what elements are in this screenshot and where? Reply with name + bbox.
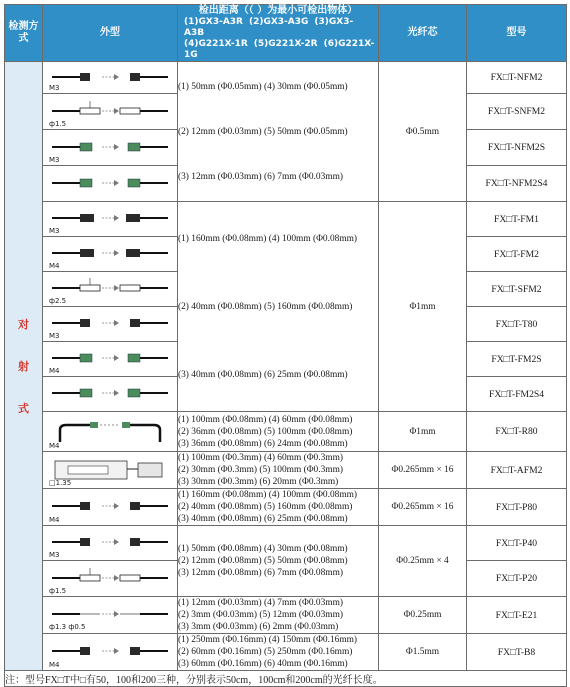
shape-dimension-label: ф2.5 [49,297,67,305]
fiber-sensor-drawing [50,207,170,231]
shape-cell [43,307,178,342]
distance-line: (1) 100mm (Φ0.3mm) (4) 60mm (Φ0.3mm) [178,453,343,463]
shape-dimension-label: M4 [49,515,60,524]
distance-line: (1) 160mm (Φ0.08mm) (4) 100mm (Φ0.08mm) [178,233,358,244]
fiber-sensor-drawing [50,382,170,406]
distance-line: (1) 250mm (Φ0.16mm) (4) 150mm (Φ0.16mm) [178,635,358,645]
model-cell: FX□T-T80 [467,307,567,342]
shape-cell [43,377,178,412]
model-cell: FX□T-AFM2 [467,452,567,489]
shape-dimension-label: M3 [49,227,60,235]
table-row [5,412,567,452]
shape-cell [43,489,178,526]
fiber-sensor-drawing [50,100,170,124]
shape-cell [43,94,178,130]
fiber-sensor-drawing [50,136,170,160]
header-row [5,5,567,62]
shape-dimension-label: M3 [49,156,60,164]
shape-cell [43,62,178,94]
model-cell: FX□T-E21 [467,597,567,634]
model-cell: FX□T-FM2S4 [467,377,567,412]
distance-cell [178,526,379,597]
fiber-sensor-drawing [50,66,170,90]
spec-table [4,4,567,687]
distance-cell [178,452,379,489]
shape-cell [43,526,178,561]
distance-line: (2) 40mm (Φ0.08mm) (5) 160mm (Φ0.08mm) [178,502,353,512]
shape-dimension-label: ф1.5 [49,120,67,128]
model-cell: FX□T-B8 [467,634,567,671]
table-row [5,634,567,671]
category-char: 对 [18,318,29,331]
fiber-sensor-drawing [50,242,170,266]
header-distance-sub-item: (1)GX3-A3R [184,17,243,27]
model-cell: FX□T-P40 [467,526,567,561]
fiber-sensor-drawing [50,172,170,196]
distance-line: (3) 40mm (Φ0.08mm) (6) 25mm (Φ0.08mm) [178,514,348,524]
model-cell: FX□T-FM1 [467,202,567,237]
distance-cell [178,489,379,526]
header-distance-sub-line [184,39,378,61]
distance-line: (2) 30mm (Φ0.3mm) (5) 100mm (Φ0.3mm) [178,465,343,475]
header-distance-sub [178,17,378,61]
header-distance-sub-line [184,17,378,39]
fiber-sensor-drawing [50,420,170,444]
distance-line: (1) 50mm (Φ0.08mm) (4) 30mm (Φ0.08mm) [178,544,348,554]
footnote: 注：型号FX□T中□有50，100和200三种，分别表示50cm，100cm和200cm的光纤长度。 [5,671,567,687]
distance-cell [178,202,379,412]
model-cell: FX□T-NFM2 [467,62,567,94]
table-row [5,202,567,237]
shape-cell [43,202,178,237]
shape-dimension-label: M3 [49,84,60,92]
model-cell: FX□T-R80 [467,412,567,452]
model-cell: FX□T-NFM2S4 [467,166,567,202]
distance-line: (2) 60mm (Φ0.16mm) (5) 250mm (Φ0.16mm) [178,647,353,657]
core-cell: Φ0.265mm × 16 [379,452,467,489]
shape-cell [43,412,178,452]
model-cell: FX□T-FM2S [467,342,567,377]
table-row [5,526,567,561]
distance-line: (1) 12mm (Φ0.03mm) (4) 7mm (Φ0.03mm) [178,598,343,608]
distance-line: (3) 40mm (Φ0.08mm) (6) 25mm (Φ0.08mm) [178,369,348,380]
distance-line: (3) 3mm (Φ0.03mm) (6) 2mm (Φ0.03mm) [178,622,339,632]
header-model: 型号 [467,5,567,62]
distance-cell [178,634,379,671]
distance-line: (3) 12mm (Φ0.08mm) (6) 7mm (Φ0.08mm) [178,568,343,578]
model-cell: FX□T-P80 [467,489,567,526]
distance-line: (1) 100mm (Φ0.08mm) (4) 60mm (Φ0.08mm) [178,414,353,425]
distance-cell [178,62,379,202]
model-cell: FX□T-SNFM2 [467,94,567,130]
fiber-sensor-drawing [50,312,170,336]
category-cell [5,62,43,671]
distance-line: (1) 50mm (Φ0.05mm) (4) 30mm (Φ0.05mm) [178,81,348,92]
shape-dimension-label: M4 [49,442,60,450]
core-cell: Φ0.265mm × 16 [379,489,467,526]
header-distance-sub-item: (3)GX3-A3B [184,17,354,38]
distance-line: (2) 36mm (Φ0.08mm) (5) 100mm (Φ0.08mm) [178,426,353,437]
header-distance-sub-item: (6)G221X-1G [184,39,375,60]
shape-dimension-label: M3 [49,332,60,340]
fiber-sensor-drawing [50,640,170,664]
fiber-sensor-drawing [50,347,170,371]
shape-cell [43,237,178,272]
distance-line: (3) 60mm (Φ0.16mm) (6) 40mm (Φ0.16mm) [178,659,348,669]
shape-cell [43,342,178,377]
fiber-sensor-drawing [50,495,170,519]
table-row [5,489,567,526]
core-cell: Φ0.5mm [379,62,467,202]
distance-line: (3) 12mm (Φ0.03mm) (6) 7mm (Φ0.03mm) [178,171,343,182]
table-row [5,597,567,634]
distance-line: (2) 40mm (Φ0.08mm) (5) 160mm (Φ0.08mm) [178,301,353,312]
fiber-sensor-drawing [50,531,170,555]
distance-cell [178,597,379,634]
header-shape: 外型 [43,5,178,62]
header-distance-sub-item: (4)G221X-1R [184,39,248,49]
distance-cell [178,412,379,452]
header-method: 检测方式 [5,5,43,62]
table-row [5,62,567,94]
model-cell: FX□T-SFM2 [467,272,567,307]
header-core: 光纤芯 [379,5,467,62]
distance-line: (2) 3mm (Φ0.03mm) (5) 12mm (Φ0.03mm) [178,610,343,620]
model-cell: FX□T-NFM2S [467,130,567,166]
distance-line: (1) 160mm (Φ0.08mm) (4) 100mm (Φ0.08mm) [178,490,358,500]
core-cell: Φ1mm [379,412,467,452]
shape-dimension-label: M3 [49,551,60,559]
distance-line: (2) 12mm (Φ0.03mm) (5) 50mm (Φ0.05mm) [178,126,348,137]
shape-cell [43,634,178,671]
shape-cell [43,452,178,489]
core-cell: Φ0.25mm [379,597,467,634]
core-cell: Φ1mm [379,202,467,412]
shape-dimension-label: ф1.5 [49,587,67,595]
shape-dimension-label: □1.35 [49,478,72,487]
model-cell: FX□T-P20 [467,561,567,597]
shape-dimension-label: ф1.3 ф0.5 [49,623,86,631]
fiber-sensor-drawing [50,567,170,591]
distance-line: (2) 12mm (Φ0.08mm) (5) 50mm (Φ0.08mm) [178,556,348,566]
table-row [5,452,567,489]
distance-line: (3) 36mm (Φ0.08mm) (6) 24mm (Φ0.08mm) [178,438,348,449]
header-distance: 检出距离（（ ）为最小可检出物体） (1)GX3-A3R (2)GX3-A3G (3)GX3-A3B (4)G221X-1R (5)G221X-2R (6)G221X-1G [178,5,379,62]
header-distance-sub-item: (2)GX3-A3G [248,17,309,27]
core-cell: Φ1.5mm [379,634,467,671]
shape-cell [43,597,178,634]
core-cell: Φ0.25mm × 4 [379,526,467,597]
shape-cell [43,130,178,166]
model-cell: FX□T-FM2 [467,237,567,272]
category-char: 式 [18,402,29,415]
fiber-sensor-drawing [50,277,170,301]
shape-cell [43,166,178,202]
shape-dimension-label: M4 [49,262,60,270]
shape-dimension-label: M4 [49,367,60,375]
distance-line: (3) 30mm (Φ0.3mm) (6) 20mm (Φ0.3mm) [178,477,339,487]
shape-dimension-label: M4 [49,660,60,669]
category-char: 射 [18,360,29,373]
header-distance-sub-item: (5)G221X-2R [253,39,318,49]
shape-cell [43,561,178,597]
shape-cell [43,272,178,307]
